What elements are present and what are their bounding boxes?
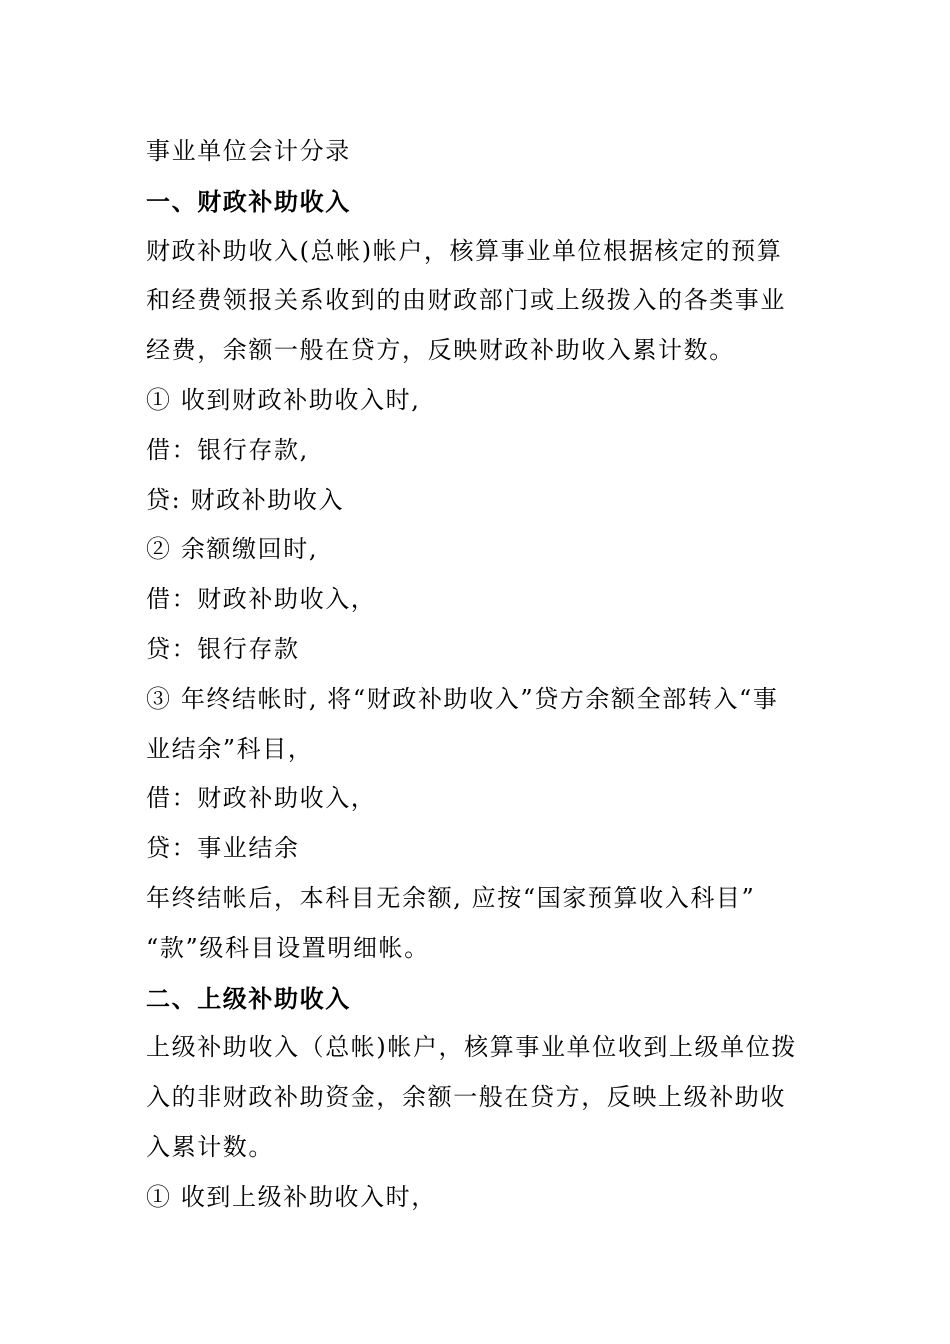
journal-entry-credit: 贷：事业结余: [146, 834, 300, 863]
paragraph-line: 入累计数。: [146, 1132, 274, 1161]
paragraph-line: 入的非财政补助资金，余额一般在贷方，反映上级补助收: [146, 1083, 786, 1112]
paragraph-line: 财政补助收入(总帐)帐户，核算事业单位根据核定的预算: [146, 236, 783, 265]
section-heading-fiscal-subsidy: 一、财政补助收入: [146, 186, 351, 216]
journal-entry-debit: 借：财政补助收入，: [146, 585, 377, 614]
paragraph-line: 年终结帐后，本科目无余额, 应按“国家预算收入科目”: [146, 883, 756, 912]
list-item: ③ 年终结帐时, 将“财政补助收入”贷方余额全部转入“事: [146, 684, 779, 713]
journal-entry-credit: 贷: 财政补助收入: [146, 485, 345, 514]
document-title: 事业单位会计分录: [146, 137, 351, 165]
paragraph-line: 和经费领报关系收到的由财政部门或上级拨入的各类事业: [146, 286, 786, 315]
list-item: ② 余额缴回时,: [146, 535, 319, 564]
document-body: [146, 127, 806, 1223]
paragraph-line: “款”级科目设置明细帐。: [146, 933, 430, 962]
paragraph-line: 经费，余额一般在贷方，反映财政补助收入累计数。: [146, 336, 735, 365]
paragraph-line: 上级补助收入（总帐)帐户，核算事业单位收到上级单位拨: [146, 1033, 797, 1062]
journal-entry-credit: 贷：银行存款: [146, 634, 300, 663]
list-item: ① 收到上级补助收入时，: [146, 1182, 437, 1211]
paragraph-line: 业结余”科目，: [146, 734, 314, 763]
section-heading-superior-subsidy: 二、上级补助收入: [146, 983, 351, 1013]
list-item: ① 收到财政补助收入时,: [146, 385, 421, 414]
journal-entry-debit: 借：财政补助收入，: [146, 784, 377, 813]
journal-entry-debit: 借：银行存款,: [146, 435, 309, 464]
